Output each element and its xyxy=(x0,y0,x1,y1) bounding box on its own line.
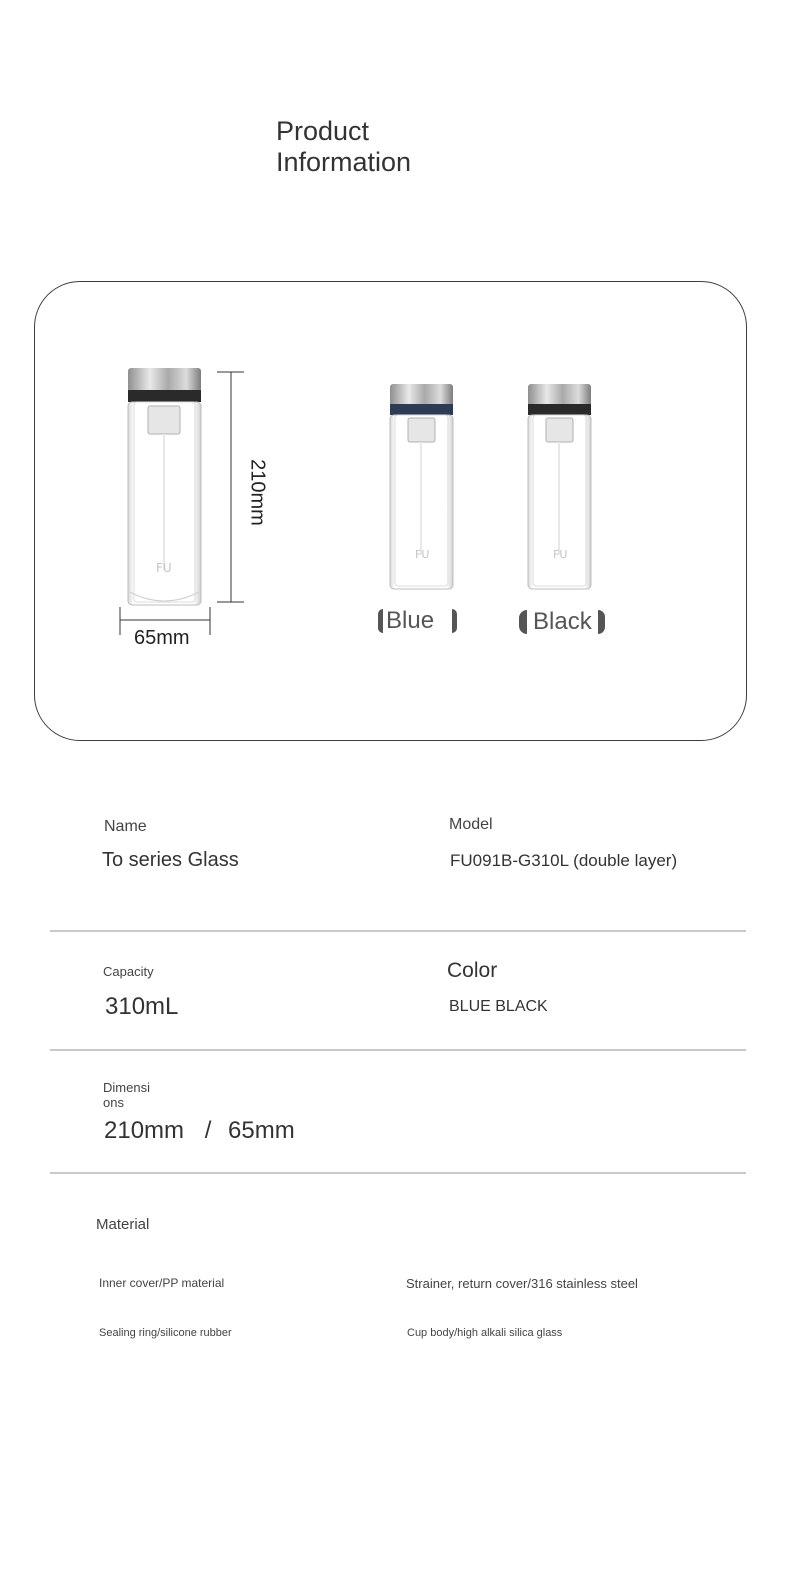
black-variant-bottle xyxy=(522,380,598,595)
variant-label-blue xyxy=(378,606,457,636)
dimensions-value xyxy=(104,1117,295,1145)
model-value: FU091B-G310L (double layer) xyxy=(450,851,678,870)
dimensions-label xyxy=(103,1080,150,1110)
large-bottle-illustration xyxy=(110,360,260,630)
dimensions-width: 65mm xyxy=(228,1117,295,1144)
logo-mark: FU xyxy=(415,548,430,561)
color-label: Color xyxy=(447,959,498,982)
capacity-label: Capacity xyxy=(103,964,154,979)
divider xyxy=(50,1172,746,1174)
material-item: Inner cover/PP material xyxy=(99,1276,225,1290)
color-value: BLUE BLACK xyxy=(449,998,548,1015)
material-item: Strainer, return cover/316 stainless steel xyxy=(406,1276,638,1291)
variant-black-text: Black xyxy=(533,608,592,635)
model-label: Model xyxy=(449,816,493,833)
dimensions-separator: / xyxy=(204,1117,212,1144)
material-item: Cup body/high alkali silica glass xyxy=(407,1327,563,1339)
divider xyxy=(50,930,746,932)
blue-variant-bottle xyxy=(384,380,460,595)
pill-right-cap xyxy=(452,609,457,633)
name-value: To series Glass xyxy=(102,849,239,871)
name-label: Name xyxy=(104,818,147,835)
dimensions-height: 210mm xyxy=(104,1117,185,1144)
page-title: Product Information xyxy=(276,116,412,177)
material-label: Material xyxy=(96,1216,150,1233)
pill-right-cap xyxy=(598,610,605,634)
width-dimension-label: 65mm xyxy=(134,627,190,649)
height-dimension-label: 210mm xyxy=(246,459,269,526)
variant-label-black xyxy=(519,607,605,637)
logo-mark: FU xyxy=(553,548,568,561)
logo-mark: FU xyxy=(156,561,172,575)
dimensions-label-line2: ons xyxy=(103,1095,124,1110)
dimensions-label-line1: Dimensi xyxy=(103,1080,150,1095)
material-item: Sealing ring/silicone rubber xyxy=(99,1327,232,1339)
capacity-value: 310mL xyxy=(105,993,179,1020)
divider xyxy=(50,1049,746,1051)
variant-blue-text: Blue xyxy=(386,607,435,634)
pill-left-cap xyxy=(519,610,527,634)
